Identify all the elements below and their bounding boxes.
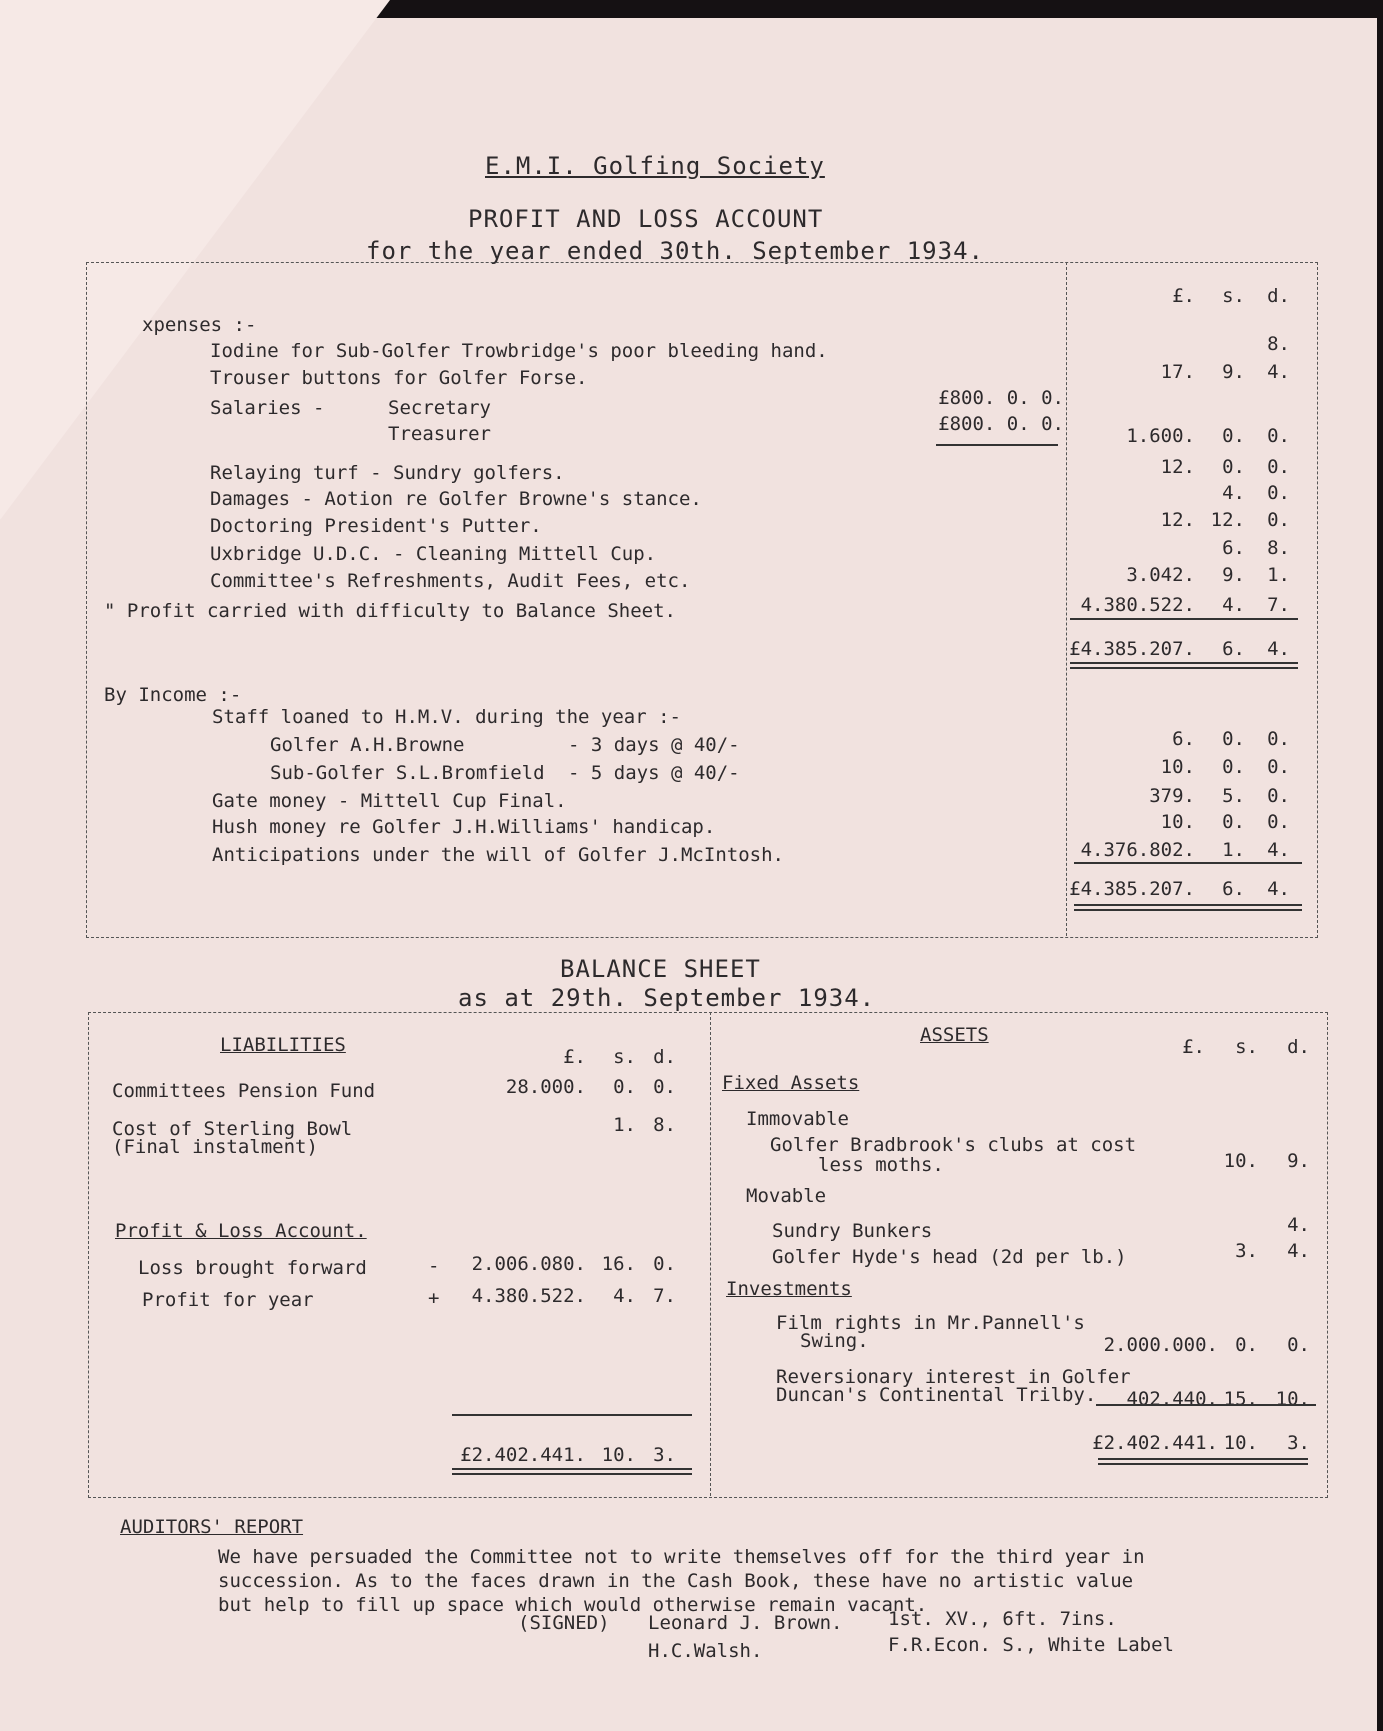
- pl-account-line-1: Loss brought forward: [138, 1257, 367, 1279]
- investment-shillings-1: 0.: [1235, 1334, 1258, 1356]
- income-total-shillings: 6.: [1222, 878, 1245, 900]
- liab-header-shillings: s.: [613, 1046, 636, 1068]
- salaries-total-shillings: 0.: [1222, 425, 1245, 447]
- expenses-total-pounds: £4.385.207.: [1069, 638, 1195, 660]
- salaries-total-pounds: 1.600.: [1126, 425, 1195, 447]
- staff-name-1: Golfer A.H.Browne: [270, 734, 465, 756]
- pl-account-pounds-2: 4.380.522.: [471, 1285, 586, 1307]
- staff-detail-2: - 5 days @ 40/-: [568, 762, 740, 784]
- liab-rule: [452, 1414, 692, 1416]
- liability-pence-1: 0.: [653, 1076, 676, 1098]
- signatory-name-2: H.C.Walsh.: [648, 1640, 763, 1662]
- investment-shillings-2: 15.: [1223, 1388, 1258, 1410]
- expenses-rule: [1070, 618, 1298, 620]
- audit-line-1: We have persuaded the Committee not to write themselves off for the third year in: [218, 1546, 1145, 1568]
- staff-pounds-2: 10.: [1160, 756, 1195, 778]
- expense-pence-6: 8.: [1267, 537, 1290, 559]
- income-pence-3: 4.: [1267, 839, 1290, 861]
- income-shillings-2: 0.: [1222, 811, 1245, 833]
- movable-label: Movable: [746, 1185, 827, 1207]
- asset-header-pounds: £.: [1182, 1036, 1205, 1058]
- expense-pence-7: 1.: [1267, 564, 1290, 586]
- pl-account-shillings-1: 16.: [601, 1253, 636, 1275]
- investment-item-2: Reversionary interest in Golfer: [776, 1366, 1131, 1388]
- income-total-double-rule: [1074, 904, 1302, 911]
- expenses-label: xpenses :-: [142, 314, 257, 336]
- expense-pence-2: 4.: [1267, 361, 1290, 383]
- income-pence-1: 0.: [1267, 785, 1290, 807]
- investments-label: Investments: [726, 1278, 852, 1300]
- expense-line-7: Committee's Refreshments, Audit Fees, etc.: [210, 570, 691, 592]
- expense-pounds-3: 12.: [1160, 456, 1195, 478]
- pl-column-divider: [1066, 262, 1067, 936]
- signatory-note-1: 1st. XV., 6ft. 7ins.: [888, 1608, 1117, 1630]
- income-label: By Income :-: [104, 684, 242, 706]
- audit-line-3: but help to fill up space which would otherwise remain vacant.: [218, 1594, 928, 1616]
- staff-pounds-1: 6.: [1172, 728, 1195, 750]
- salaries-total-pence: 0.: [1267, 425, 1290, 447]
- investment-pence-1: 0.: [1287, 1334, 1310, 1356]
- income-total-pence: 4.: [1267, 878, 1290, 900]
- audit-line-2: succession. As to the faces drawn in the Cash Book, these have no artistic value: [218, 1570, 1134, 1592]
- liability-subline-2: (Final instalment): [112, 1136, 318, 1158]
- pl-account-sign-1: -: [428, 1255, 440, 1277]
- salary-amount-2: £800. 0. 0.: [938, 413, 1064, 435]
- expense-pounds-2: 17.: [1160, 361, 1195, 383]
- pl-account-shillings-2: 4.: [613, 1285, 636, 1307]
- expense-pence-4: 0.: [1267, 482, 1290, 504]
- signed-label: (SIGNED): [518, 1612, 610, 1634]
- expenses-total-pence: 4.: [1267, 638, 1290, 660]
- income-shillings-3: 1.: [1222, 839, 1245, 861]
- assets-rule: [1096, 1404, 1316, 1406]
- pl-subtitle: for the year ended 30th. September 1934.: [366, 237, 984, 265]
- liability-line-1: Committees Pension Fund: [112, 1080, 376, 1102]
- bs-title: BALANCE SHEET: [560, 955, 761, 983]
- liab-total-double-rule: [452, 1468, 692, 1475]
- pl-header-pence: d.: [1267, 285, 1290, 307]
- staff-name-2: Sub-Golfer S.L.Bromfield: [270, 762, 545, 784]
- expense-shillings-3: 0.: [1222, 456, 1245, 478]
- assets-total-shillings: 10.: [1223, 1432, 1258, 1454]
- staff-pence-1: 0.: [1267, 728, 1290, 750]
- movable-shillings-2: 3.: [1235, 1240, 1258, 1262]
- pl-header-pounds: £.: [1172, 285, 1195, 307]
- liability-pounds-1: 28.000.: [505, 1076, 586, 1098]
- signatory-note-2: F.R.Econ. S., White Label: [888, 1634, 1174, 1656]
- expense-pounds-7: 3.042.: [1126, 564, 1195, 586]
- expense-shillings-7: 9.: [1222, 564, 1245, 586]
- investment-pounds-1: 2.000.000.: [1103, 1334, 1218, 1356]
- staff-detail-1: - 3 days @ 40/-: [568, 734, 740, 756]
- income-pounds-3: 4.376.802.: [1080, 839, 1195, 861]
- immovable-item-1: Golfer Bradbrook's clubs at cost: [770, 1134, 1137, 1156]
- expense-line-3: Relaying turf - Sundry golfers.: [210, 462, 565, 484]
- pl-account-label: Profit & Loss Account.: [115, 1220, 367, 1242]
- expense-line-4: Damages - Aotion re Golfer Browne's stance.: [210, 488, 702, 510]
- pl-account-line-2: Profit for year: [142, 1289, 314, 1311]
- salaries-rule: [936, 444, 1058, 446]
- liab-total-shillings: 10.: [601, 1444, 636, 1466]
- income-line-2: Hush money re Golfer J.H.Williams' handicap.: [212, 816, 716, 838]
- society-title: E.M.I. Golfing Society: [485, 152, 825, 180]
- expense-line-6: Uxbridge U.D.C. - Cleaning Mittell Cup.: [210, 543, 657, 565]
- expense-shillings-2: 9.: [1222, 361, 1245, 383]
- pl-account-sign-2: +: [428, 1287, 440, 1309]
- income-total-pounds: £4.385.207.: [1069, 878, 1195, 900]
- income-shillings-1: 5.: [1222, 785, 1245, 807]
- income-pounds-1: 379.: [1149, 785, 1195, 807]
- liability-shillings-1: 0.: [613, 1076, 636, 1098]
- expense-line-1: Iodine for Sub-Golfer Trowbridge's poor bleeding hand.: [210, 340, 828, 362]
- income-rule: [1074, 862, 1302, 864]
- liability-shillings-2: 1.: [613, 1114, 636, 1136]
- assets-title: ASSETS: [920, 1024, 989, 1046]
- investment-subline-1: Swing.: [800, 1330, 869, 1352]
- liab-header-pounds: £.: [563, 1046, 586, 1068]
- salary-amount-1: £800. 0. 0.: [938, 387, 1064, 409]
- bs-subtitle: as at 29th. September 1934.: [458, 984, 876, 1012]
- expense-shillings-8: 4.: [1222, 594, 1245, 616]
- immovable-subline-1: less moths.: [818, 1154, 944, 1176]
- signatory-name-1: Leonard J. Brown.: [648, 1612, 843, 1634]
- expense-pence-3: 0.: [1267, 456, 1290, 478]
- income-pounds-2: 10.: [1160, 811, 1195, 833]
- pl-title: PROFIT AND LOSS ACCOUNT: [468, 205, 824, 233]
- immovable-label: Immovable: [746, 1108, 849, 1130]
- salary-role-1: Secretary: [388, 397, 491, 419]
- scan-border-top: [360, 0, 1383, 18]
- fixed-assets-label: Fixed Assets: [722, 1072, 860, 1094]
- bs-column-divider: [710, 1012, 711, 1496]
- staff-pence-2: 0.: [1267, 756, 1290, 778]
- expense-pence-8: 7.: [1267, 594, 1290, 616]
- liab-total-pounds: £2.402.441.: [460, 1444, 586, 1466]
- staff-shillings-1: 0.: [1222, 728, 1245, 750]
- expense-shillings-5: 12.: [1210, 509, 1245, 531]
- pl-account-pence-2: 7.: [653, 1285, 676, 1307]
- movable-item-1: Sundry Bunkers: [772, 1220, 933, 1242]
- pl-header-shillings: s.: [1222, 285, 1245, 307]
- liability-line-2: Cost of Sterling Bowl: [112, 1118, 353, 1140]
- scan-border-right: [1377, 0, 1383, 1731]
- audit-title: AUDITORS' REPORT: [120, 1516, 304, 1538]
- investment-pence-2: 10.: [1275, 1388, 1310, 1410]
- expense-shillings-4: 4.: [1222, 482, 1245, 504]
- asset-header-shillings: s.: [1235, 1036, 1258, 1058]
- investment-pounds-2: 402.440.: [1126, 1388, 1218, 1410]
- expense-line-8: " Profit carried with difficulty to Balance Sheet.: [104, 600, 676, 622]
- liability-pence-2: 8.: [653, 1114, 676, 1136]
- assets-total-pence: 3.: [1287, 1432, 1310, 1454]
- pl-account-pounds-1: 2.006.080.: [471, 1253, 586, 1275]
- expense-line-2: Trouser buttons for Golfer Forse.: [210, 367, 588, 389]
- liab-total-pence: 3.: [653, 1444, 676, 1466]
- expense-line-5: Doctoring President's Putter.: [210, 515, 542, 537]
- staff-shillings-2: 0.: [1222, 756, 1245, 778]
- pl-account-pence-1: 0.: [653, 1253, 676, 1275]
- assets-total-double-rule: [1098, 1458, 1308, 1465]
- expense-pounds-8: 4.380.522.: [1080, 594, 1195, 616]
- liab-header-pence: d.: [653, 1046, 676, 1068]
- liabilities-title: LIABILITIES: [220, 1034, 346, 1056]
- expense-pence-5: 0.: [1267, 509, 1290, 531]
- income-pence-2: 0.: [1267, 811, 1290, 833]
- assets-total-pounds: £2.402.441.: [1092, 1432, 1218, 1454]
- immovable-pence-1: 9.: [1287, 1150, 1310, 1172]
- salary-role-2: Treasurer: [388, 423, 491, 445]
- income-line-3: Anticipations under the will of Golfer J.McIntosh.: [212, 844, 784, 866]
- expense-pence-1: 8.: [1267, 333, 1290, 355]
- investment-subline-2: Duncan's Continental Trilby.: [776, 1384, 1097, 1406]
- movable-item-2: Golfer Hyde's head (2d per lb.): [772, 1246, 1127, 1268]
- expense-shillings-6: 6.: [1222, 537, 1245, 559]
- investment-item-1: Film rights in Mr.Pannell's: [776, 1312, 1085, 1334]
- expense-pounds-5: 12.: [1160, 509, 1195, 531]
- staff-label: Staff loaned to H.M.V. during the year :-: [212, 706, 681, 728]
- salaries-label: Salaries -: [210, 397, 325, 419]
- income-line-1: Gate money - Mittell Cup Final.: [212, 790, 567, 812]
- immovable-shillings-1: 10.: [1223, 1150, 1258, 1172]
- movable-pence-1: 4.: [1287, 1214, 1310, 1236]
- expenses-total-double-rule: [1070, 662, 1298, 669]
- asset-header-pence: d.: [1287, 1036, 1310, 1058]
- movable-pence-2: 4.: [1287, 1240, 1310, 1262]
- expenses-total-shillings: 6.: [1222, 638, 1245, 660]
